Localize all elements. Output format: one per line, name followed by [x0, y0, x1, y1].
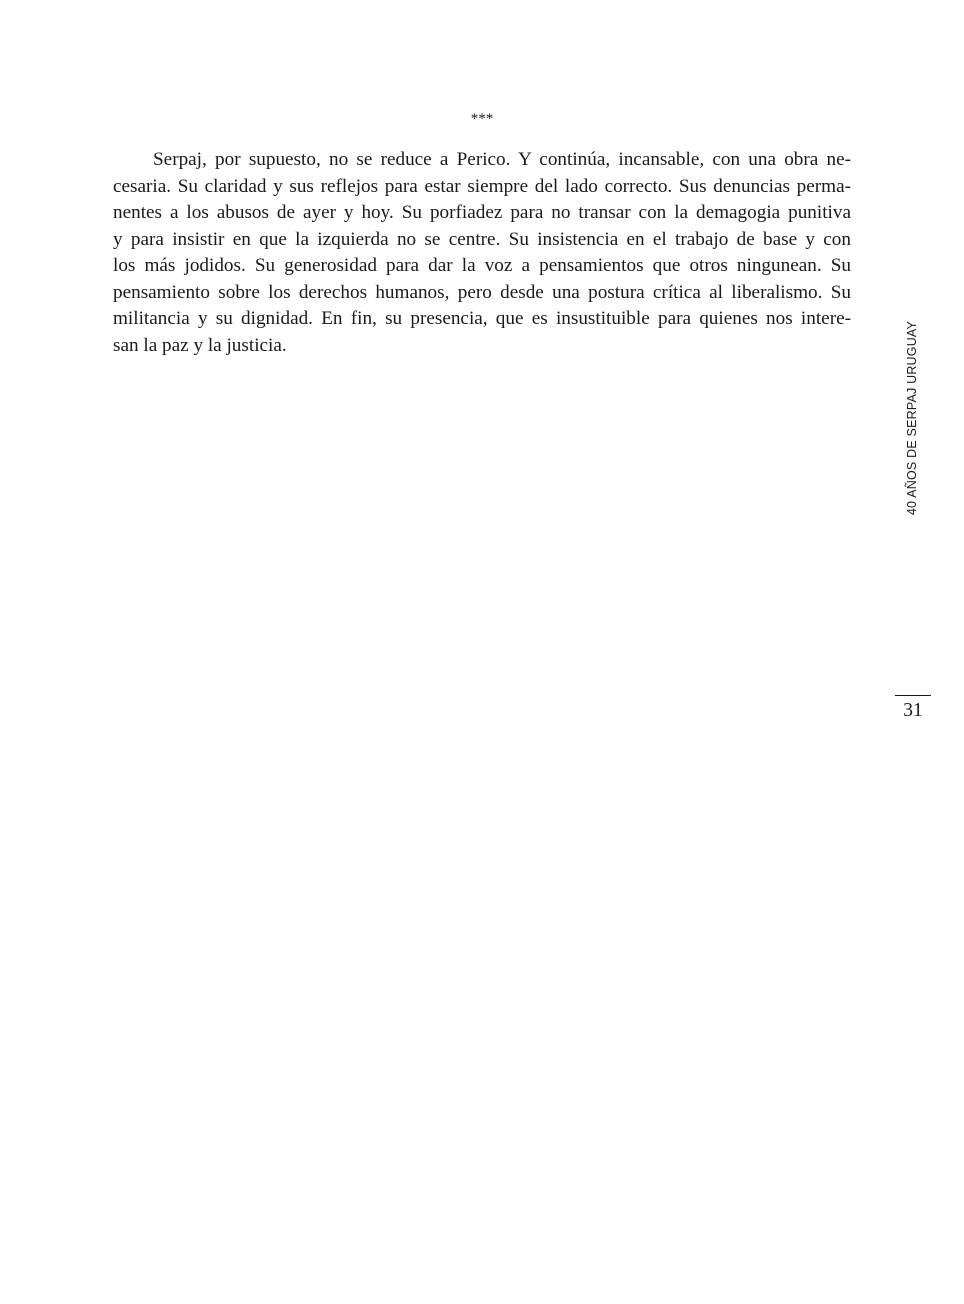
- paragraph-line: pensamiento sobre los derechos humanos, pero desde una postura crítica al liberalismo. Su: [113, 281, 851, 303]
- body-paragraph: [113, 147, 851, 359]
- running-header-text: 40 AÑOS DE SERPAJ URUGUAY: [905, 320, 919, 516]
- page-number: 31: [903, 700, 923, 721]
- paragraph-line: nentes a los abusos de ayer y hoy. Su porfiadez para no transar con la demagogia punitiva: [113, 202, 851, 223]
- paragraph-line: cesaria. Su claridad y sus reflejos para estar siempre del lado correcto. Sus denuncias perma-: [113, 175, 851, 197]
- paragraph-line: Serpaj, por supuesto, no se reduce a Perico. Y continúa, incansable, con una obra ne-: [153, 149, 851, 170]
- paragraph-line: san la paz y la justicia.: [113, 334, 287, 356]
- page-number-rule: [895, 695, 931, 696]
- paragraph-line: los más jodidos. Su generosidad para dar la voz a pensamientos que otros ningunean. Su: [113, 255, 851, 276]
- section-break: ***: [470, 111, 494, 127]
- paragraph-line: y para insistir en que la izquierda no se centre. Su insistencia en el trabajo de base y con: [113, 228, 851, 250]
- paragraph-line: militancia y su dignidad. En fin, su presencia, que es insustituible para quienes nos intere-: [113, 308, 851, 329]
